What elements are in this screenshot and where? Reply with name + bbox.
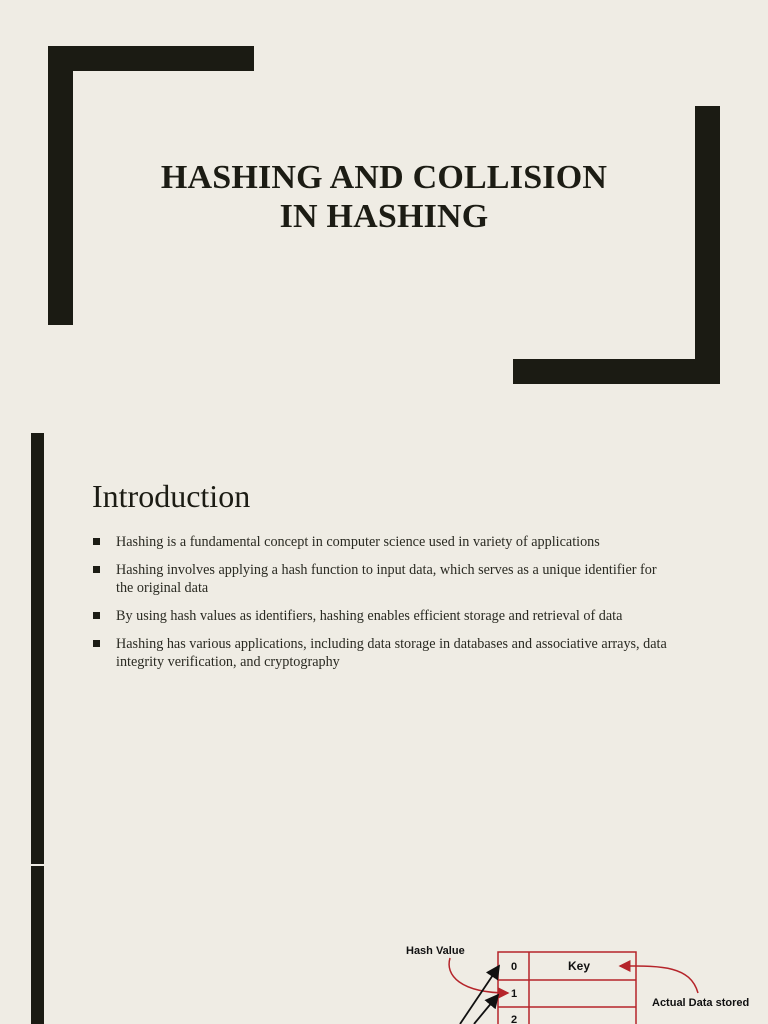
bullet-text: By using hash values as identifiers, hashing enables efficient storage and retrieval of data xyxy=(116,608,623,624)
list-item xyxy=(92,607,672,625)
frame-corner-bottom-right-horizontal xyxy=(513,359,720,384)
hash-value-arrow-icon xyxy=(449,958,508,993)
key-header: Key xyxy=(568,959,591,973)
square-bullet-icon xyxy=(93,612,100,619)
list-item xyxy=(92,635,672,671)
hash-table-diagram xyxy=(390,935,768,1024)
list-item xyxy=(92,533,672,551)
bullet-text: Hashing is a fundamental concept in computer science used in variety of applications xyxy=(116,534,600,550)
bullet-text: Hashing has various applications, including data storage in databases and associative arrays, data integrity verification, and cryptography xyxy=(116,636,667,670)
bullet-list xyxy=(92,533,672,681)
slide-title-line-2: IN HASHING xyxy=(279,198,489,235)
bullet-text: Hashing involves applying a hash function to input data, which serves as a unique identifier for the original data xyxy=(116,562,657,596)
section-heading: Introduction xyxy=(92,478,251,514)
slide-title xyxy=(100,158,668,236)
row-index: 0 xyxy=(511,961,518,973)
actual-data-label: Actual Data stored xyxy=(652,997,750,1009)
square-bullet-icon xyxy=(93,640,100,647)
list-item xyxy=(92,561,672,597)
hash-table xyxy=(498,952,636,1024)
black-arrow-icon xyxy=(460,966,499,1024)
frame-corner-bottom-right-vertical xyxy=(695,106,720,384)
hash-value-label: Hash Value xyxy=(406,945,465,957)
slide-title-line-1: HASHING AND COLLISION xyxy=(160,159,608,196)
square-bullet-icon xyxy=(93,566,100,573)
frame-corner-top-left-vertical xyxy=(48,46,73,325)
frame-corner-top-left-horizontal xyxy=(48,46,254,71)
slide-accent-bar xyxy=(31,433,44,864)
row-index: 1 xyxy=(511,988,518,1000)
row-index: 2 xyxy=(511,1014,518,1024)
square-bullet-icon xyxy=(93,538,100,545)
slide-accent-bar xyxy=(31,866,44,1024)
